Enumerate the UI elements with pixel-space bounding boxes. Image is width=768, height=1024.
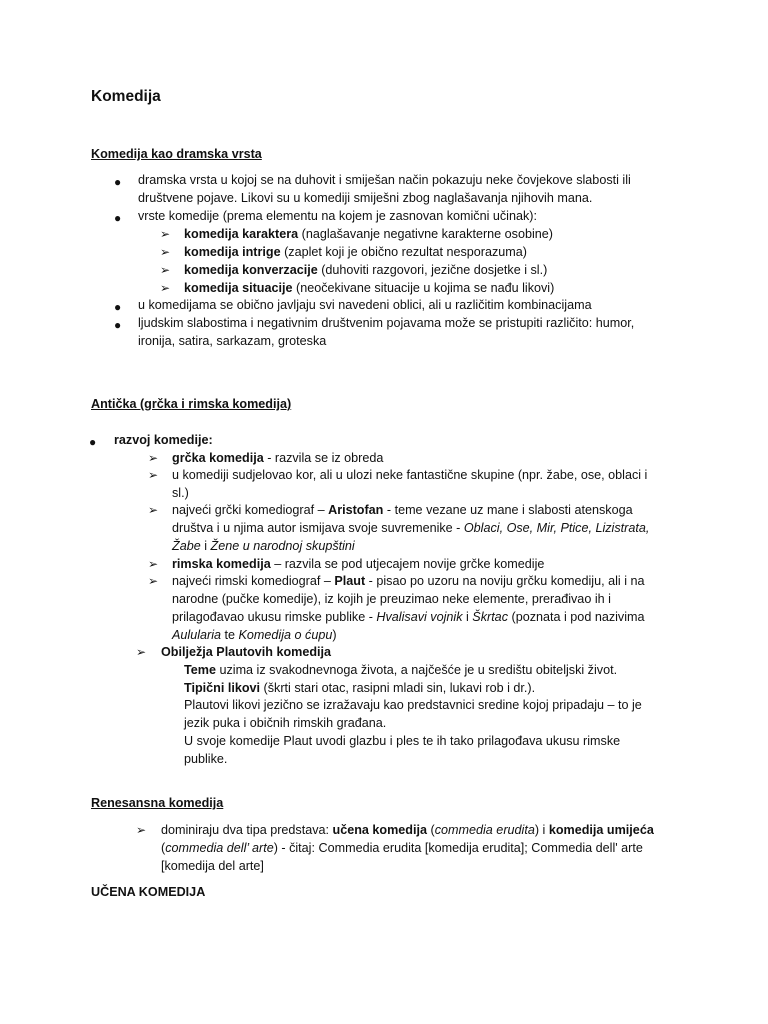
bullet-icon: ● <box>114 318 122 332</box>
arrow-bullet-icon: ➢ <box>160 245 171 259</box>
arrow-bullet-icon: ➢ <box>160 263 171 277</box>
list-item-text: društvene pojave. Likovi su u komediji smiješni zbog naglašavanja njihovih mana. <box>138 191 593 205</box>
list-item-text: Aulularia te Komedija o ćupu) <box>172 628 337 642</box>
arrow-bullet-icon: ➢ <box>148 451 159 465</box>
list-item-text: vrste komedije (prema elementu na kojem je zasnovan komični učinak): <box>138 209 537 223</box>
paragraph-text: Plautovi likovi jezično se izražavaju kao predstavnici sredine kojoj pripadaju – to je <box>184 698 642 712</box>
page-title: Komedija <box>91 88 161 105</box>
paragraph-text: U svoje komedije Plaut uvodi glazbu i ples te ih tako prilagođava ukusu rimske <box>184 734 621 748</box>
list-item-text: najveći rimski komediograf – Plaut - pisao po uzoru na noviju grčku komediju, ali i na <box>172 574 645 588</box>
arrow-bullet-icon: ➢ <box>136 645 147 659</box>
list-item-text: komedija intrige (zaplet koji je obično rezultat nesporazuma) <box>184 245 527 259</box>
arrow-bullet-icon: ➢ <box>136 823 147 837</box>
bullet-icon: ● <box>89 435 97 449</box>
list-item-text: Žabe i Žene u narodnoj skupštini <box>172 539 355 553</box>
list-item-text: ljudskim slabostima i negativnim društvenim pojavama može se pristupiti različito: humor, <box>138 316 635 330</box>
section-heading-renesansna-komedija: Renesansna komedija <box>91 796 224 810</box>
list-item-text: dominiraju dva tipa predstava: učena komedija (commedia erudita) i komedija umijeća <box>161 823 654 837</box>
bullet-icon: ● <box>114 300 122 314</box>
list-item-text: komedija konverzacije (duhoviti razgovori, jezične dosjetke i sl.) <box>184 263 548 277</box>
list-item-text: narodne (pučke komedije), iz kojih je preuzimao neke elemente, prerađivao ih i <box>172 592 611 606</box>
list-item-text: grčka komedija - razvila se iz obreda <box>172 451 384 465</box>
arrow-bullet-icon: ➢ <box>160 281 171 295</box>
list-item-text: prilagođavao ukusu rimske publike - Hvalisavi vojnik i Škrtac (poznata i pod nazivima <box>172 610 645 624</box>
bullet-icon: ● <box>114 211 122 225</box>
list-item-text: razvoj komedije: <box>114 433 213 447</box>
list-item-text: [komedija del arte] <box>161 859 264 873</box>
arrow-bullet-icon: ➢ <box>148 503 159 517</box>
list-item-text: u komediji sudjelovao kor, ali u ulozi neke fantastične skupine (npr. žabe, ose, oblaci i <box>172 468 648 482</box>
list-item-text: komedija situacije (neočekivane situacije u kojima se nađu likovi) <box>184 281 555 295</box>
list-item-text: sl.) <box>172 486 189 500</box>
subsection-heading: Obilježja Plautovih komedija <box>161 645 332 659</box>
paragraph-text: Tipični likovi (škrti stari otac, rasipni mladi sin, lukavi rob i dr.). <box>184 681 536 695</box>
arrow-bullet-icon: ➢ <box>160 227 171 241</box>
paragraph-text: jezik puka i običnih rimskih građana. <box>184 716 387 730</box>
list-item-text: (commedia dell’ arte) - čitaj: Commedia erudita [komedija erudita]; Commedia dell' arte <box>161 841 643 855</box>
list-item-text: u komedijama se obično javljaju svi navedeni oblici, ali u različitim kombinacijama <box>138 298 592 312</box>
list-item-text: komedija karaktera (naglašavanje negativne karakterne osobine) <box>184 227 553 241</box>
section-heading-ucena-komedija: UČENA KOMEDIJA <box>91 885 206 899</box>
arrow-bullet-icon: ➢ <box>148 557 159 571</box>
list-item-text: rimska komedija – razvila se pod utjecajem novije grčke komedije <box>172 557 545 571</box>
arrow-bullet-icon: ➢ <box>148 468 159 482</box>
list-item-text: najveći grčki komediograf – Aristofan - teme vezane uz mane i slabosti atenskoga <box>172 503 633 517</box>
list-item-text: ironija, satira, sarkazam, groteska <box>138 334 327 348</box>
list-item-text: društva i u njima autor ismijava svoje suvremenike - Oblaci, Ose, Mir, Ptice, Lizistrata, <box>172 521 650 535</box>
arrow-bullet-icon: ➢ <box>148 574 159 588</box>
paragraph-text: publike. <box>184 752 228 766</box>
section-heading-anticka-komedija: Antička (grčka i rimska komedija) <box>91 397 292 411</box>
bullet-icon: ● <box>114 175 122 189</box>
paragraph-text: Teme uzima iz svakodnevnoga života, a najčešće je u središtu obiteljski život. <box>184 663 618 677</box>
section-heading-komedija-kao-dramska-vrsta: Komedija kao dramska vrsta <box>91 147 262 161</box>
list-item-text: dramska vrsta u kojoj se na duhovit i smiješan način pokazuju neke čovjekove slabosti ili <box>138 173 631 187</box>
